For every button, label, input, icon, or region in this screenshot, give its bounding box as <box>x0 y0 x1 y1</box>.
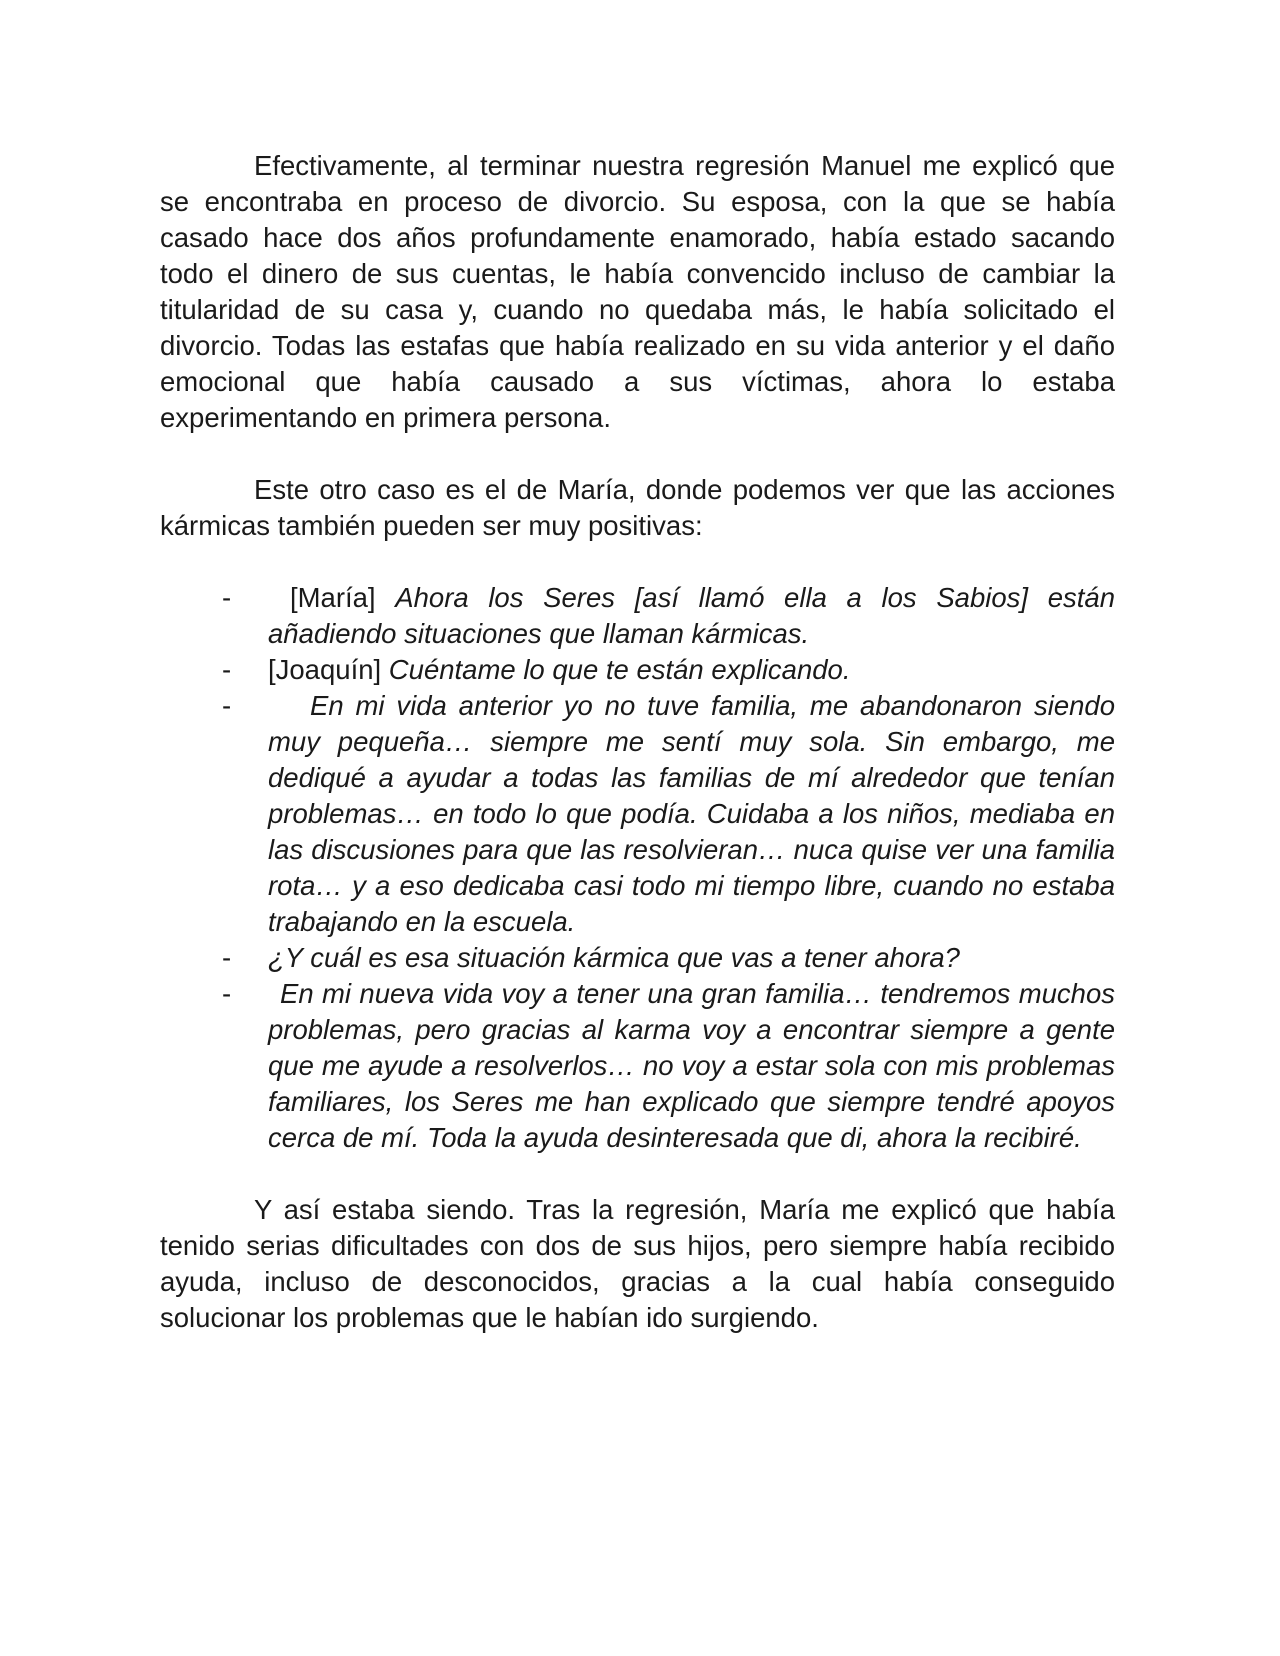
dialogue-item <box>160 940 1115 976</box>
dash-bullet: - <box>222 690 232 721</box>
dialogue-text: Cuéntame lo que te están explicando. <box>388 654 851 685</box>
dialogue-item <box>160 580 1115 652</box>
dash-bullet: - <box>222 582 232 613</box>
speaker-label: [Joaquín] <box>268 654 382 685</box>
speaker-label: [María] <box>290 582 376 613</box>
dialogue-text: En mi nueva vida voy a tener una gran familia… tendremos muchos problemas, pero gracias al karma voy a encontrar siempre a gente que me ayude a resolverlos… no voy a estar sola con mis problemas familiares, los Seres me han explicado que siempre tendré apoyos cerca de mí. Toda la ayuda desinteresada que di, ahora la recibiré. <box>268 978 1115 1153</box>
dialogue-text: ¿Y cuál es esa situación kármica que vas a tener ahora? <box>268 942 960 973</box>
dialogue-item <box>160 652 1115 688</box>
dialogue-text: Ahora los Seres [así llamó ella a los Sabios] están añadiendo situaciones que llaman kármicas. <box>268 582 1116 649</box>
dash-bullet: - <box>222 978 232 1009</box>
dash-bullet: - <box>222 654 232 685</box>
document-page <box>160 148 1115 1336</box>
dialogue-list <box>160 580 1115 1156</box>
paragraph-maria-outcome: Y así estaba siendo. Tras la regresión, María me explicó que había tenido serias dificultades con dos de sus hijos, pero siempre había recibido ayuda, incluso de desconocidos, gracias a la cual había conseguido solucionar los problemas que le habían ido surgiendo. <box>160 1194 1115 1333</box>
dash-bullet: - <box>222 942 232 973</box>
dialogue-text: En mi vida anterior yo no tuve familia, me abandonaron siendo muy pequeña… siempre me sentí muy sola. Sin embargo, me dediqué a ayudar a todas las familias de mí alrededor que tenían problemas… en todo lo que podía. Cuidaba a los niños, mediaba en las discusiones para que las resolvieran… nuca quise ver una familia rota… y a eso dedicaba casi todo mi tiempo libre, cuando no estaba trabajando en la escuela. <box>268 690 1115 937</box>
dialogue-item <box>160 688 1115 940</box>
dialogue-item <box>160 976 1115 1156</box>
paragraph-manuel-divorce: Efectivamente, al terminar nuestra regresión Manuel me explicó que se encontraba en proceso de divorcio. Su esposa, con la que se había casado hace dos años profundamente enamorado, había estado sacando todo el dinero de sus cuentas, le había convencido incluso de cambiar la titularidad de su casa y, cuando no quedaba más, le había solicitado el divorcio. Todas las estafas que había realizado en su vida anterior y el daño emocional que había causado a sus víctimas, ahora lo estaba experimentando en primera persona. <box>160 150 1115 433</box>
paragraph-maria-intro: Este otro caso es el de María, donde podemos ver que las acciones kármicas también pueden ser muy positivas: <box>160 474 1115 541</box>
